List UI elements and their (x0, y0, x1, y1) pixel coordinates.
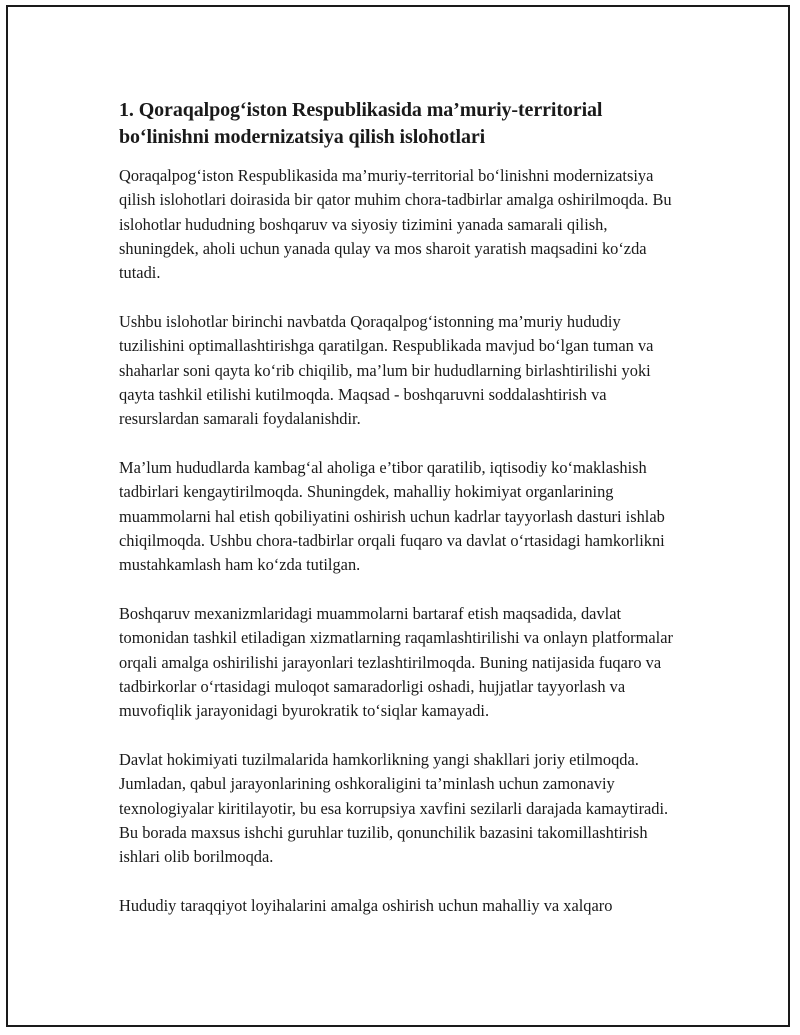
paragraph-4: Boshqaruv mexanizmlaridagi muammolarni bartaraf etish maqsadida, davlat tomonidan tashkil etiladigan xizmatlarning raqamlashtirilishi va onlayn platformalar orqali amalga oshirilishi jarayonlari tezlashtirilmoqda. Buning natijasida fuqaro va tadbirkorlar o‘rtasidagi muloqot samaradorligi oshadi, hujjatlar tayyorlash va muvofiqlik jarayonidagi byurokratik to‘siqlar kamayadi. (119, 603, 673, 721)
document-page (6, 5, 790, 1027)
paragraph-1: Qoraqalpog‘iston Respublikasida ma’muriy-territorial bo‘linishni modernizatsiya qilish islohotlari doirasida bir qator muhim chora-tadbirlar amalga oshirilmoqda. Bu islohotlar hududning boshqaruv va siyosiy tizimini yanada samarali qilish, shuningdek, aholi uchun yanada qulay va mos sharoit yaratish maqsadini ko‘zda tutadi. (119, 166, 672, 283)
paragraph-6: Hududiy taraqqiyot loyihalarini amalga oshirish uchun mahalliy va xalqaro (119, 895, 613, 915)
paragraph-3: Ma’lum hududlarda kambag‘al aholiga e’tibor qaratilib, iqtisodiy ko‘maklashish tadbirlari kengaytirilmoqda. Shuningdek, mahalliy hokimiyat organlarining muammolarni hal etish qobiliyatini oshirish uchun kadrlar tayyorlash dasturi ishlab chiqilmoqda. Ushbu chora-tadbirlar orqali fuqaro va davlat o‘rtasidagi hamkorlikni mustahkamlash ham ko‘zda tutilgan. (119, 457, 665, 575)
paragraph-2: Ushbu islohotlar birinchi navbatda Qoraqalpog‘istonning ma’muriy hududiy tuzilishini optimallashtirishga qaratilgan. Respublikada mavjud bo‘lgan tuman va shaharlar soni qayta ko‘rib chiqilib, ma’lum bir hududlarning birlashtirilishi yoki qayta tashkil etilishi kutilmoqda. Maqsad - boshqaruvni soddalashtirish va resurslardan samarali foydalanishdir. (119, 311, 654, 429)
paragraph-5: Davlat hokimiyati tuzilmalarida hamkorlikning yangi shakllari joriy etilmoqda. Jumladan, qabul jarayonlarining oshkoraligini ta’minlash uchun zamonaviy texnologiyalar kiritilayotir, bu esa korrupsiya xavfini sezilarli darajada kamaytiradi. Bu borada maxsus ishchi guruhlar tuzilib, qonunchilik bazasini takomillashtirish ishlari olib borilmoqda. (119, 749, 669, 867)
section-heading: 1. Qoraqalpog‘iston Respublikasida ma’muriy-territorial bo‘linishni modernizatsiya qilish islohotlari (119, 99, 603, 148)
document-body (119, 97, 679, 943)
